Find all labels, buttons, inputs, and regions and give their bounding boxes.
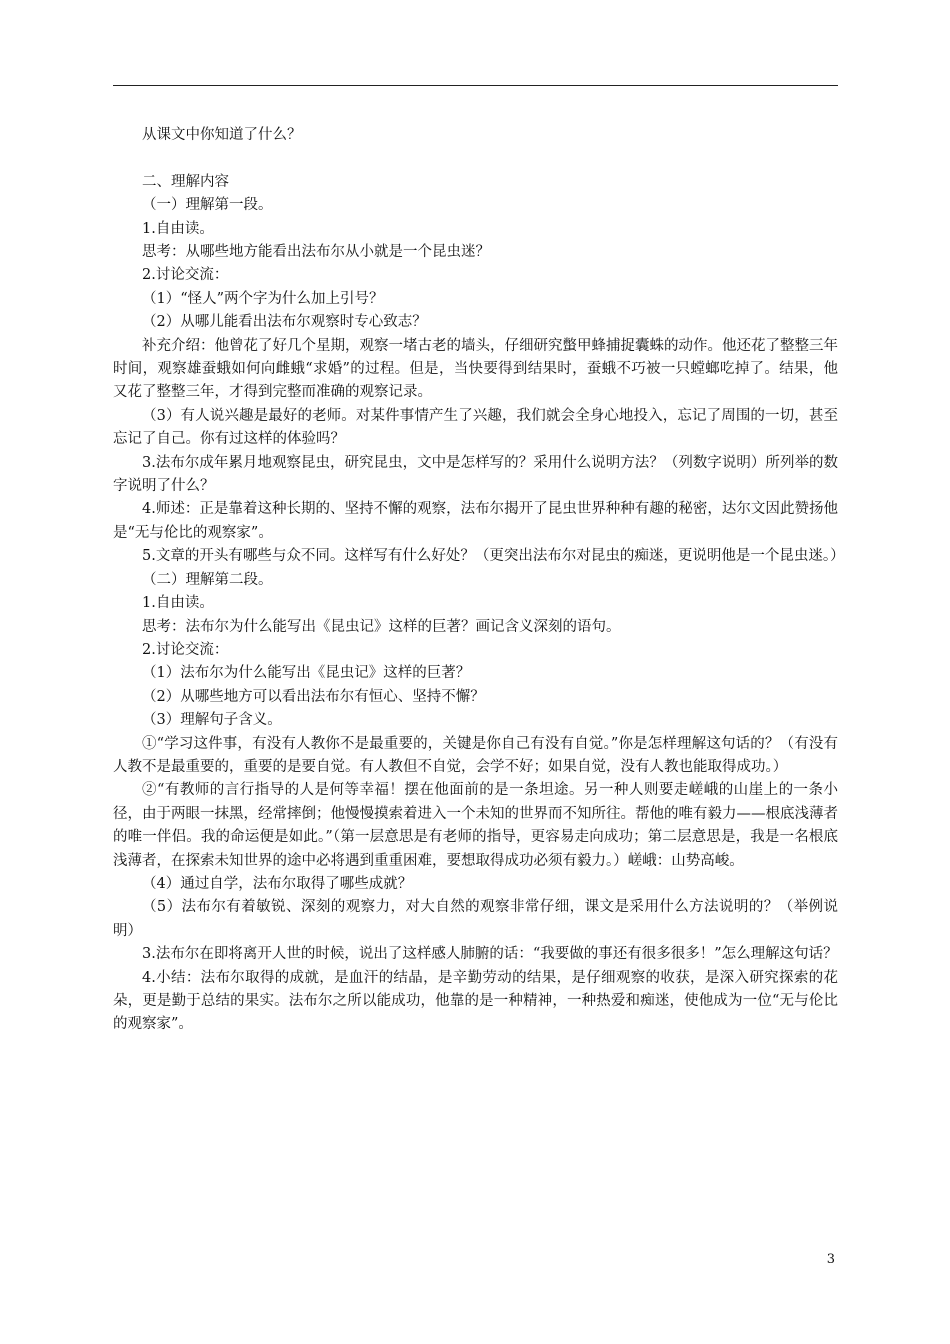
page-number: 3 — [826, 1252, 835, 1267]
blank-line — [113, 147, 838, 170]
paragraph: 2.讨论交流： — [142, 641, 229, 658]
paragraph: （3）有人说兴趣是最好的老师。对某件事情产生了兴趣，我们就会全身心地投入，忘记了周围的一切，甚至忘记了自己。你有过这样的体验吗？ — [113, 407, 838, 448]
subsection-heading: （一）理解第一段。 — [142, 197, 273, 214]
paragraph: （1）法布尔为什么能写出《昆虫记》这样的巨著？ — [142, 665, 471, 682]
paragraph: 4.小结：法布尔取得的成就，是血汗的结晶，是辛勤劳动的结果，是仔细观察的收获，是深入研究探索的花朵，更是勤于总结的果实。法布尔之所以能成功，他靠的是一种精神，一种热爱和痴迷，使他成为一位“无与伦比的观察家”。 — [113, 969, 838, 1033]
paragraph: （2）从哪些地方可以看出法布尔有恒心、坚持不懈？ — [142, 688, 485, 705]
paragraph: ②“有教师的言行指导的人是何等幸福！摆在他面前的是一条坦途。另一种人则要走嵯峨的山崖上的一条小径，由于两眼一抹黑，经常摔倒；他慢慢摸索着进入一个未知的世界而不知所往。帮他的唯有毅力——根底浅薄者的唯一伴侣。我的命运便是如此。”（第一层意思是有老师的指导，更容易走向成功；第二层意思是，我是一名根底浅薄者，在探索未知世界的途中必将遇到重重困难，要想取得成功必须有毅力。）嵯峨：山势高峻。 — [113, 782, 838, 869]
header-rule — [113, 85, 838, 86]
paragraph: 从课文中你知道了什么？ — [142, 127, 302, 143]
paragraph: （5）法布尔有着敏锐、深刻的观察力，对大自然的观察非常仔细，课文是采用什么方法说明的？（举例说明） — [113, 899, 838, 939]
paragraph: （3）理解句子含义。 — [142, 712, 282, 729]
section-heading: 二、理解内容 — [142, 173, 229, 190]
document-body — [113, 124, 845, 1037]
paragraph: 3.法布尔成年累月地观察昆虫，研究昆虫，文中是怎样写的？采用什么说明方法？（列数字说明）所列举的数字说明了什么？ — [113, 454, 838, 495]
paragraph: 5.文章的开头有哪些与众不同。这样写有什么好处？（更突出法布尔对昆虫的痴迷，更说明他是一个昆虫迷。） — [142, 548, 845, 565]
paragraph: （1）“怪人”两个字为什么加上引号？ — [142, 290, 384, 307]
paragraph: 补充介绍：他曾花了好几个星期，观察一堵古老的墙头，仔细研究蟞甲蜂捕捉囊蛛的动作。他还花了整整三年时间，观察雄蚕蛾如何向雌蛾“求婚”的过程。但是，当快要得到结果时，蚕蛾不巧被一只螳螂吃掉了。结果，他又花了整整三年，才得到完整而准确的观察记录。 — [113, 337, 838, 401]
paragraph: 2.讨论交流： — [142, 267, 229, 284]
subsection-heading: （二）理解第二段。 — [142, 571, 273, 588]
paragraph: 思考：从哪些地方能看出法布尔从小就是一个昆虫迷？ — [142, 244, 490, 261]
paragraph: 4.师述：正是靠着这种长期的、坚持不懈的观察，法布尔揭开了昆虫世界种种有趣的秘密，达尔文因此赞扬他是“无与伦比的观察家”。 — [113, 501, 838, 541]
paragraph: 思考：法布尔为什么能写出《昆虫记》这样的巨著？画记含义深刻的语句。 — [142, 618, 621, 635]
paragraph: 1.自由读。 — [142, 595, 214, 612]
paragraph: （2）从哪儿能看出法布尔观察时专心致志？ — [142, 314, 427, 331]
paragraph: （4）通过自学，法布尔取得了哪些成就？ — [142, 875, 413, 892]
paragraph: 1.自由读。 — [142, 220, 214, 237]
paragraph: ①“学习这件事，有没有人教你不是最重要的，关键是你自己有没有自觉。”你是怎样理解这句话的？（有没有人教不是最重要的，重要的是要自觉。有人教但不自觉，会学不好；如果自觉，没有人教也能取得成功。） — [113, 735, 838, 775]
paragraph: 3.法布尔在即将离开人世的时候，说出了这样感人肺腑的话：“我要做的事还有很多很多！”怎么理解这句话？ — [142, 946, 838, 963]
